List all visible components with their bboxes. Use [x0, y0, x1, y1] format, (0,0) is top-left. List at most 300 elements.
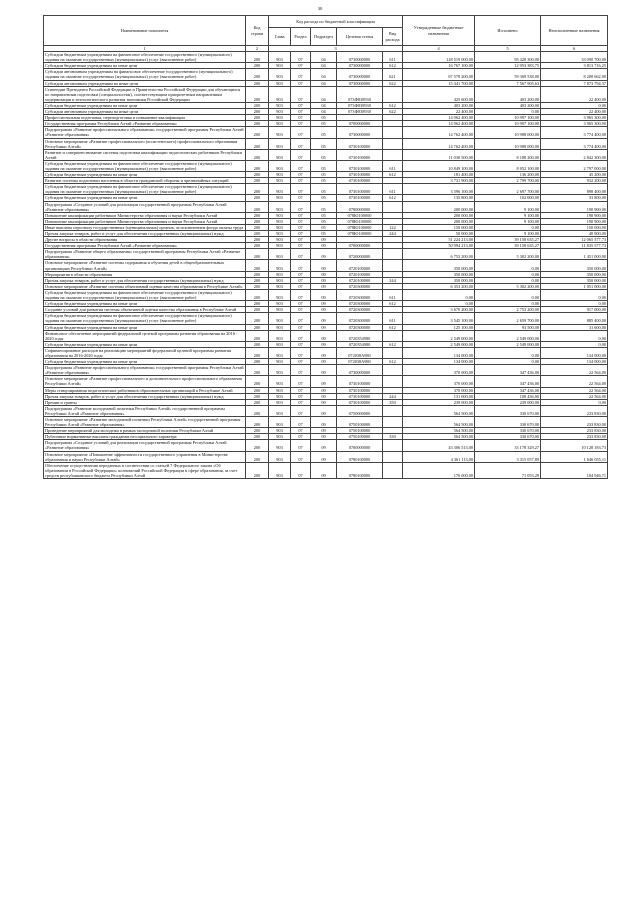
row-unexecuted: 350 000,00 [541, 271, 608, 277]
row-chapter: 903 [269, 212, 291, 218]
row-name: Субсидии бюджетным учреждениям на финансовое обеспечение государственного (муниципального) задания на оказание государственных (муниципальных) услуг (выполнение работ) [44, 160, 246, 171]
row-chapter: 903 [269, 138, 291, 149]
row-subsection: 05 [311, 218, 337, 224]
row-chapter: 903 [269, 277, 291, 283]
row-unexecuted: 898 400,00 [541, 184, 608, 195]
row-subsection: 09 [311, 434, 337, 440]
row-subsection: 04 [311, 80, 337, 86]
row-name: Мероприятия в области образования [44, 271, 246, 277]
row-code: 200 [246, 243, 269, 249]
row-target-article: 0730100000 [337, 387, 383, 393]
row-executed: 10 997 100,00 [475, 121, 541, 127]
row-expense-type: 612 [383, 341, 403, 347]
row-chapter: 903 [269, 428, 291, 434]
row-section: 07 [291, 277, 311, 283]
row-unexecuted: 3 813 716,25 [541, 63, 608, 69]
row-code: 200 [246, 260, 269, 271]
row-code: 200 [246, 231, 269, 237]
row-executed: 2 799 700,00 [475, 178, 541, 184]
row-name: Субсидии бюджетным учреждениям на финансовое обеспечение государственного (муниципального) задания на оказание государственных (муниципальных) услуг (выполнение работ) [44, 313, 246, 324]
row-target-article: 0730100000 [337, 172, 383, 178]
row-chapter: 903 [269, 80, 291, 86]
row-code: 200 [246, 399, 269, 405]
row-chapter: 903 [269, 405, 291, 416]
row-target-article: 072038А980 [337, 359, 383, 365]
row-section: 07 [291, 330, 311, 341]
table-row [44, 417, 608, 428]
row-section: 07 [291, 184, 311, 195]
row-approved: 2 549 000,00 [403, 341, 475, 347]
row-expense-type: 244 [383, 231, 403, 237]
row-name: Подпрограмма «Создание условий для реализации государственной программы Республики Алтай «Развитие образования» [44, 440, 246, 451]
row-code: 200 [246, 218, 269, 224]
row-unexecuted: 104 946,71 [541, 462, 608, 478]
row-expense-type [383, 138, 403, 149]
row-approved: 350 000,00 [403, 271, 475, 277]
row-approved: 14 762 400,00 [403, 127, 475, 138]
row-approved: 425 600,00 [403, 86, 475, 102]
row-unexecuted: 33 090 700,00 [541, 52, 608, 63]
table-row [44, 260, 608, 271]
row-code: 200 [246, 237, 269, 243]
row-section: 07 [291, 387, 311, 393]
row-subsection: 05 [311, 160, 337, 171]
table-row [44, 201, 608, 212]
row-section: 07 [291, 243, 311, 249]
row-chapter: 903 [269, 69, 291, 80]
row-approved: 370 000,00 [403, 376, 475, 387]
row-chapter: 903 [269, 109, 291, 115]
row-target-article: 0730100000 [337, 160, 383, 171]
row-expense-type: 612 [383, 195, 403, 201]
row-name: Субсидии бюджетным учреждениям на финансовое обеспечение государственного (муниципального) задания на оказание государственных (муниципальных) услуг (выполнение работ) [44, 289, 246, 300]
row-executed: 347 436,00 [475, 387, 541, 393]
row-chapter: 903 [269, 399, 291, 405]
row-unexecuted: 22 564,00 [541, 387, 608, 393]
row-section: 07 [291, 109, 311, 115]
column-number: 1 [44, 46, 246, 52]
row-expense-type [383, 440, 403, 451]
row-code: 200 [246, 417, 269, 428]
row-executed: 0,00 [475, 289, 541, 300]
row-code: 200 [246, 307, 269, 313]
row-subsection: 09 [311, 260, 337, 271]
row-unexecuted: 233 830,00 [541, 434, 608, 440]
row-approved: 150 000,00 [403, 224, 475, 230]
row-approved: 50 994 213,00 [403, 243, 475, 249]
row-executed: 0,00 [475, 277, 541, 283]
row-approved: 128 519 000,00 [403, 52, 475, 63]
row-section: 07 [291, 121, 311, 127]
row-section: 07 [291, 393, 311, 399]
row-executed: 39 158 635,27 [475, 243, 541, 249]
row-target-article: 0730100000 [337, 149, 383, 160]
row-chapter: 903 [269, 301, 291, 307]
row-code: 200 [246, 405, 269, 416]
row-approved: 200 000,00 [403, 212, 475, 218]
row-subsection: 09 [311, 393, 337, 399]
header-chapter: Глава [269, 28, 291, 46]
row-name: Субсидии автономным учреждениям на финансовое обеспечение государственного (муниципального) задания на оказание государственных (муниципальных) услуг (выполнение работ) [44, 69, 246, 80]
row-target-article: 078Ю100000 [337, 231, 383, 237]
row-unexecuted: 233 830,00 [541, 405, 608, 416]
row-executed: 95 428 300,00 [475, 52, 541, 63]
table-row [44, 160, 608, 171]
row-subsection: 09 [311, 249, 337, 260]
table-row [44, 69, 608, 80]
row-name: Субсидии бюджетным учреждениям на иные цели [44, 102, 246, 108]
row-subsection: 09 [311, 341, 337, 347]
row-section: 07 [291, 52, 311, 63]
row-executed: 71 053,29 [475, 462, 541, 478]
row-chapter: 903 [269, 393, 291, 399]
row-target-article: 0730100000 [337, 138, 383, 149]
row-expense-type [383, 201, 403, 212]
row-subsection: 05 [311, 195, 337, 201]
row-subsection: 09 [311, 399, 337, 405]
row-unexecuted: 1 051 000,00 [541, 283, 608, 289]
row-name: Субсидии бюджетным учреждениям на иные цели [44, 341, 246, 347]
row-executed: 0,00 [475, 271, 541, 277]
row-section: 07 [291, 313, 311, 324]
row-executed: 8 188 200,00 [475, 149, 541, 160]
table-row [44, 52, 608, 63]
row-expense-type [383, 149, 403, 160]
row-name: Основное мероприятие «Развитие системы объективной оценки качества образования в Республике Алтай» [44, 283, 246, 289]
row-chapter: 903 [269, 102, 291, 108]
row-executed: 10 997 100,00 [475, 115, 541, 121]
row-chapter: 903 [269, 160, 291, 171]
row-name: Субсидии бюджетным учреждениям на финансовое обеспечение государственного (муниципального) задания на оказание государственных (муниципальных) услуг (выполнение работ) [44, 184, 246, 195]
table-row [44, 138, 608, 149]
row-subsection: 09 [311, 313, 337, 324]
row-expense-type: 330 [383, 434, 403, 440]
row-subsection: 09 [311, 271, 337, 277]
row-approved: 3 596 100,00 [403, 184, 475, 195]
row-expense-type: 350 [383, 399, 403, 405]
row-executed: 330 670,00 [475, 417, 541, 428]
row-chapter: 903 [269, 330, 291, 341]
table-row [44, 172, 608, 178]
row-code: 200 [246, 365, 269, 376]
row-chapter: 903 [269, 178, 291, 184]
row-code: 200 [246, 271, 269, 277]
row-code: 200 [246, 347, 269, 358]
row-chapter: 903 [269, 283, 291, 289]
row-approved: 3 545 100,00 [403, 313, 475, 324]
row-unexecuted: 134 000,00 [541, 359, 608, 365]
row-chapter: 903 [269, 271, 291, 277]
row-unexecuted: 150 000,00 [541, 224, 608, 230]
row-target-article: 0750100000 [337, 417, 383, 428]
row-code: 200 [246, 341, 269, 347]
row-expense-type [383, 86, 403, 102]
row-section: 07 [291, 178, 311, 184]
row-name: Подпрограмма «Развитие профессионального образования» государственной программы Республики Алтай «Развитие образования» [45, 365, 244, 376]
table-row [44, 80, 608, 86]
row-executed: 10 988 000,00 [475, 127, 541, 138]
row-target-article: 0720300000 [337, 324, 383, 330]
row-executed: 9 100,00 [475, 218, 541, 224]
row-expense-type [383, 451, 403, 462]
row-section: 07 [291, 160, 311, 171]
row-code: 200 [246, 63, 269, 69]
row-executed: 8 052 100,00 [475, 160, 541, 171]
table-row [44, 405, 608, 416]
row-code: 200 [246, 434, 269, 440]
row-expense-type [383, 347, 403, 358]
row-unexecuted: 2 842 300,00 [541, 149, 608, 160]
row-chapter: 903 [269, 387, 291, 393]
row-chapter: 903 [269, 218, 291, 224]
row-executed: 9 100,00 [475, 212, 541, 218]
row-unexecuted: 22 400,00 [541, 109, 608, 115]
row-target-article: 0730000000 [337, 63, 383, 69]
row-name: Публичные нормативные выплаты гражданам несоциального характера [44, 434, 246, 440]
row-unexecuted: 190 900,00 [541, 218, 608, 224]
row-code: 200 [246, 451, 269, 462]
row-approved: 6 353 200,00 [403, 283, 475, 289]
row-subsection: 09 [311, 330, 337, 341]
row-chapter: 903 [269, 376, 291, 387]
row-name: Прочая закупка товаров, работ и услуг для обеспечения государственных (муниципальных) нужд [44, 231, 246, 237]
row-approved: 135 800,00 [403, 195, 475, 201]
row-section: 07 [291, 428, 311, 434]
row-executed: 2 697 700,00 [475, 184, 541, 195]
row-subsection: 05 [311, 115, 337, 121]
row-code: 200 [246, 80, 269, 86]
row-code: 200 [246, 313, 269, 324]
row-executed: 403 200,00 [475, 86, 541, 102]
row-target-article: 0700000000 [337, 243, 383, 249]
row-expense-type: 612 [383, 63, 403, 69]
row-executed: 10 988 000,00 [475, 138, 541, 149]
row-section: 07 [291, 127, 311, 138]
row-target-article: 078Ю100000 [337, 218, 383, 224]
row-section: 07 [291, 347, 311, 358]
row-subsection: 09 [311, 277, 337, 283]
row-section: 07 [291, 462, 311, 478]
row-chapter: 903 [269, 237, 291, 243]
row-subsection: 05 [311, 231, 337, 237]
row-unexecuted: 0,00 [541, 399, 608, 405]
row-target-article: 0720300000 [337, 289, 383, 300]
row-approved: 370 000,00 [403, 387, 475, 393]
row-code: 200 [246, 330, 269, 341]
table-row [44, 330, 608, 341]
row-subsection: 04 [311, 52, 337, 63]
row-subsection: 05 [311, 172, 337, 178]
row-expense-type [383, 249, 403, 260]
header-target-article: Целевая статья [337, 28, 383, 46]
row-target-article: 0720100000 [337, 277, 383, 283]
row-unexecuted: 233 830,00 [541, 428, 608, 434]
row-code: 200 [246, 115, 269, 121]
row-chapter: 903 [269, 451, 291, 462]
table-row [44, 434, 608, 440]
row-executed: 93 500,00 [475, 324, 541, 330]
table-row [44, 376, 608, 387]
row-subsection: 05 [311, 121, 337, 127]
row-executed: 347 436,00 [475, 376, 541, 387]
table-row [44, 462, 608, 478]
row-expense-type [383, 417, 403, 428]
row-executed: 59 369 538,00 [475, 69, 541, 80]
row-chapter: 903 [269, 249, 291, 260]
row-executed: 2 659 700,00 [475, 313, 541, 324]
row-approved: 6 753 200,00 [403, 249, 475, 260]
row-code: 200 [246, 440, 269, 451]
row-target-article: 0750000000 [337, 405, 383, 416]
row-subsection: 05 [311, 178, 337, 184]
row-name: Подпрограмма «Создание условий для реализации государственной программы Республики Алтай «Развитие образования» [44, 201, 246, 212]
table-row [44, 121, 608, 127]
row-subsection: 09 [311, 405, 337, 416]
row-subsection: 05 [311, 212, 337, 218]
row-code: 200 [246, 324, 269, 330]
row-name: Субсидии бюджетным учреждениям на иные цели [44, 301, 246, 307]
row-executed: 2 753 200,00 [475, 307, 541, 313]
row-code: 200 [246, 86, 269, 102]
row-target-article: 0720100000 [337, 260, 383, 271]
row-executed: 7 567 905,63 [475, 80, 541, 86]
row-expense-type [383, 330, 403, 341]
row-executed: 108 436,00 [475, 393, 541, 399]
row-approved: 176 000,00 [403, 462, 475, 478]
row-chapter: 903 [269, 127, 291, 138]
row-executed: 0,00 [475, 301, 541, 307]
row-subsection: 09 [311, 359, 337, 365]
row-subsection: 09 [311, 283, 337, 289]
row-section: 07 [291, 249, 311, 260]
row-code: 200 [246, 376, 269, 387]
row-expense-type: 244 [383, 393, 403, 399]
row-approved: 10 849 100,00 [403, 160, 475, 171]
row-section: 07 [291, 307, 311, 313]
row-chapter: 903 [269, 172, 291, 178]
row-subsection: 09 [311, 462, 337, 478]
row-expense-type: 612 [383, 324, 403, 330]
row-subsection: 04 [311, 109, 337, 115]
row-chapter: 903 [269, 324, 291, 330]
row-unexecuted: 45 200,00 [541, 172, 608, 178]
row-unexecuted: 22 400,00 [541, 86, 608, 102]
row-name: Премии и гранты [44, 399, 246, 405]
row-target-article: 0780100000 [337, 451, 383, 462]
row-approved: 370 000,00 [403, 365, 475, 376]
row-expense-type: 611 [383, 184, 403, 195]
row-target-article: 0720100000 [337, 271, 383, 277]
row-name: Развитие и совершенствование системы подготовки квалификации педагогических работников Республики Алтай [44, 149, 246, 160]
row-subsection: 05 [311, 184, 337, 195]
row-target-article: 073Ф838930 [337, 86, 383, 102]
row-subsection: 09 [311, 243, 337, 249]
row-executed: 0,00 [475, 347, 541, 358]
row-target-article: 0750100000 [337, 434, 383, 440]
row-unexecuted: 233 830,00 [541, 417, 608, 428]
row-unexecuted: 932 200,00 [541, 178, 608, 184]
row-approved: 403 200,00 [403, 102, 475, 108]
row-unexecuted: 0,00 [541, 102, 608, 108]
row-name: Субсидии автономным учреждениям на иные цели [44, 109, 246, 115]
row-unexecuted: 190 900,00 [541, 212, 608, 218]
row-executed: 39 158 635,27 [475, 237, 541, 243]
header-expense-type: Вид расхода [383, 28, 403, 46]
row-approved: 14 762 400,00 [403, 138, 475, 149]
row-code: 200 [246, 160, 269, 171]
row-section: 07 [291, 102, 311, 108]
row-executed: 3 315 057,89 [475, 451, 541, 462]
row-code: 200 [246, 224, 269, 230]
table-row [44, 451, 608, 462]
row-approved: 67 578 200,00 [403, 69, 475, 80]
row-approved: 3 731 900,00 [403, 178, 475, 184]
row-approved: 4 361 113,00 [403, 451, 475, 462]
table-row [44, 102, 608, 108]
table-row [44, 341, 608, 347]
row-target-article: 0720300000 [337, 301, 383, 307]
row-subsection: 04 [311, 86, 337, 102]
column-number: 6 [541, 46, 608, 52]
row-target-article: 0720000000 [337, 249, 383, 260]
row-name: Иные выплаты персоналу государственных (муниципальных) органов, за исключением фонда оплаты труда [44, 224, 246, 230]
row-name: Основное мероприятие «Развитие профессионального и дополнительного профессионального образования Республики Алтай» [44, 376, 246, 387]
row-chapter: 903 [269, 121, 291, 127]
row-chapter: 903 [269, 347, 291, 358]
row-code: 200 [246, 109, 269, 115]
row-executed: 0,00 [475, 109, 541, 115]
row-subsection: 04 [311, 102, 337, 108]
row-name: Основное мероприятие «Повышение эффективности государственного управления в Министерстве образования и науки Республики Алтай» [44, 451, 246, 462]
row-approved: 564 500,00 [403, 434, 475, 440]
row-section: 07 [291, 115, 311, 121]
row-executed: 403 200,00 [475, 102, 541, 108]
row-name: Подпрограмма «Развитие молодежной политики Республики Алтай» государственной программы Республики Алтай «Развитие образования» [44, 405, 246, 416]
row-approved: 11 030 500,00 [403, 149, 475, 160]
row-section: 07 [291, 201, 311, 212]
row-unexecuted: 31 600,00 [541, 324, 608, 330]
row-section: 07 [291, 218, 311, 224]
table-row [44, 283, 608, 289]
row-name: Обеспечение осуществления переданных в соответствии со статьей 7 Федерального закона «Об образовании в Российской Федерации» полномочий Российской Федерации в сфере образования, за счет средств республиканского бюджета Республики Алтай [44, 462, 246, 478]
row-unexecuted: 22 564,00 [541, 365, 608, 376]
row-chapter: 903 [269, 86, 291, 102]
table-row [44, 127, 608, 138]
row-chapter: 903 [269, 289, 291, 300]
row-section: 07 [291, 237, 311, 243]
row-target-article: 0780000000 [337, 201, 383, 212]
row-approved: 564 500,00 [403, 417, 475, 428]
row-name: Меры стимулирования педагогических работников образовательных организаций в Республике Алтай [44, 387, 246, 393]
row-section: 07 [291, 341, 311, 347]
row-approved: 239 000,00 [403, 399, 475, 405]
row-approved: 51 224 213,00 [403, 237, 475, 243]
row-chapter: 903 [269, 115, 291, 121]
row-section: 07 [291, 69, 311, 80]
row-target-article: 0750100000 [337, 428, 383, 434]
row-approved: 0,00 [403, 301, 475, 307]
row-code: 200 [246, 184, 269, 195]
row-name: Субсидии бюджетным учреждениям на иные цели [44, 172, 246, 178]
row-target-article: 078Ю100000 [337, 224, 383, 230]
row-code: 200 [246, 172, 269, 178]
row-subsection: 09 [311, 347, 337, 358]
row-name: Профессиональная подготовка, переподготовка и повышение квалификации [44, 115, 246, 121]
row-name: Подпрограмма «Развитие общего образования» государственной программы Республики Алтай «Развитие образования» [44, 249, 246, 260]
row-expense-type: 611 [383, 160, 403, 171]
row-chapter: 903 [269, 341, 291, 347]
row-section: 07 [291, 434, 311, 440]
